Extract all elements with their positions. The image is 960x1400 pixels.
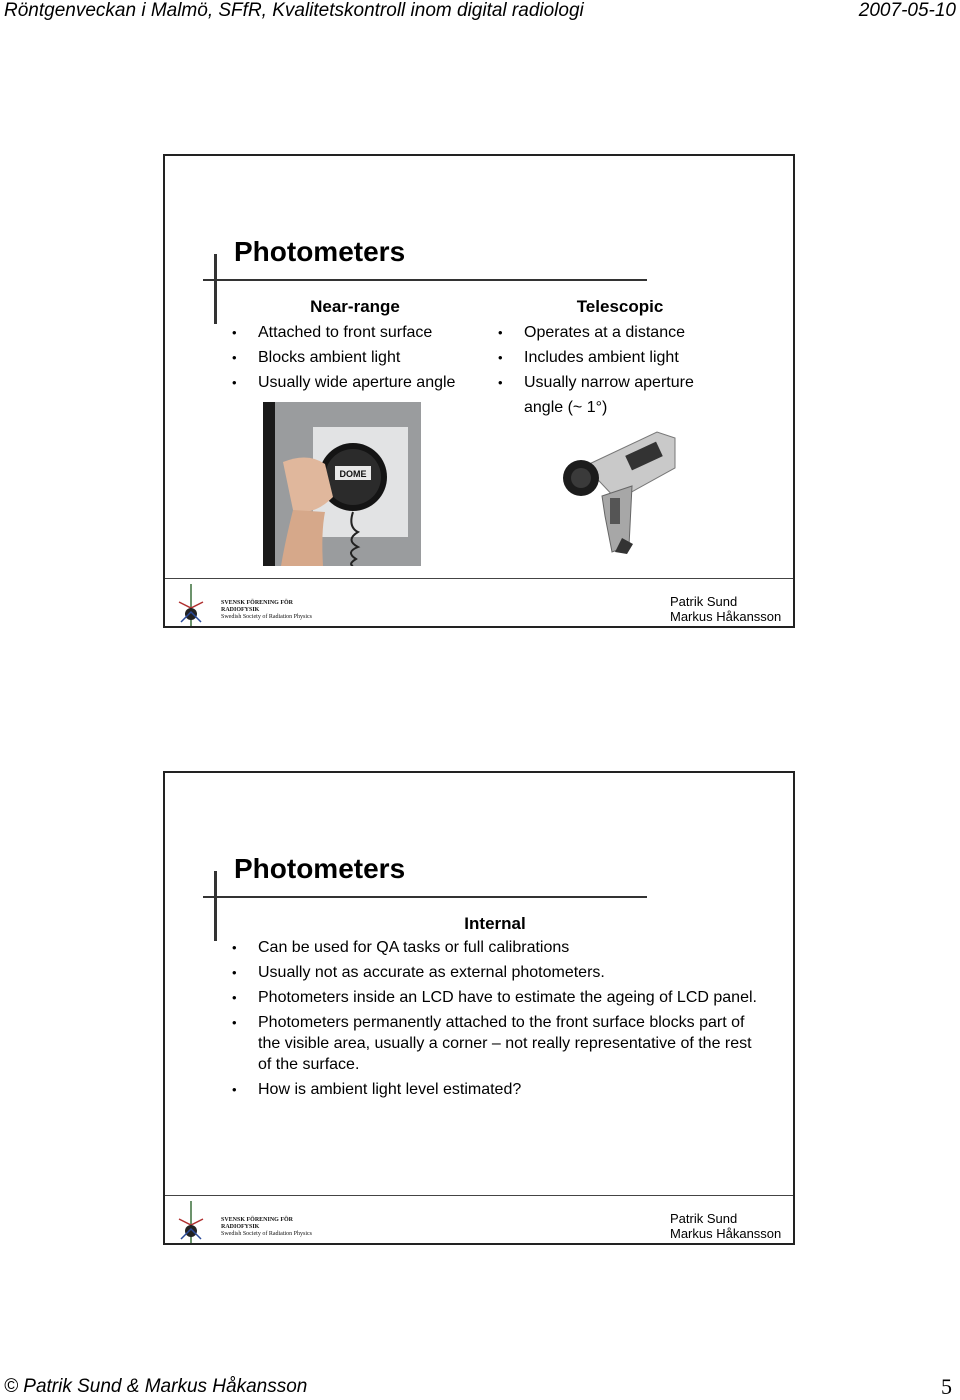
list-item: • Usually wide aperture angle xyxy=(232,374,456,391)
header-date: 2007-05-10 xyxy=(858,0,956,21)
author-2: Markus Håkansson xyxy=(670,1226,782,1241)
logo-line-1: SVENSK FÖRENING FÖR xyxy=(221,1217,294,1223)
svg-text:DOME: DOME xyxy=(339,469,367,479)
title-horizontal-rule xyxy=(203,896,647,898)
radiation-logo-icon xyxy=(175,1199,215,1245)
logo-line-3: Swedish Society of Radiation Physics xyxy=(221,1231,312,1237)
page-header xyxy=(0,0,960,24)
list-item: • How is ambient light level estimated? xyxy=(232,1081,522,1098)
slide-2 xyxy=(163,771,795,1245)
author-2: Markus Håkansson xyxy=(670,609,782,624)
telescopic-list xyxy=(498,320,713,420)
near-range-heading: Near-range xyxy=(310,297,400,316)
author-1: Patrik Sund xyxy=(670,594,738,609)
header-title: Röntgenveckan i Malmö, SFfR, Kvalitetskontroll inom digital radiologi xyxy=(4,0,584,21)
radiation-logo-icon xyxy=(175,582,215,628)
list-item: • Includes ambient light xyxy=(498,349,679,366)
slide-1 xyxy=(163,154,795,628)
sfr-logo xyxy=(175,1199,315,1245)
slide-title: Photometers xyxy=(234,853,406,884)
logo-line-2: RADIOFYSIK xyxy=(221,1224,260,1230)
list-item: • Blocks ambient light xyxy=(232,349,401,366)
internal-list xyxy=(232,937,762,1100)
page-copyright: © Patrik Sund & Markus Håkansson xyxy=(4,1376,308,1397)
list-item: • Usually narrow aperture angle (~ 1°) xyxy=(498,374,694,416)
list-item: • Can be used for QA tasks or full calibrations xyxy=(232,939,570,956)
near-range-list xyxy=(232,320,492,395)
slide-authors xyxy=(670,594,781,624)
title-vertical-rule xyxy=(214,254,217,324)
list-item: • Photometers permanently attached to the front surface blocks part of the visible area, usually a corner – not really representative of the rest of the surface. xyxy=(232,1014,752,1073)
near-range-photometer-image xyxy=(263,402,421,566)
internal-heading: Internal xyxy=(464,914,526,933)
list-item: • Usually not as accurate as external photometers. xyxy=(232,964,605,981)
list-item: • Attached to front surface xyxy=(232,324,433,341)
slide-footer-rule xyxy=(165,1195,793,1196)
title-horizontal-rule xyxy=(203,279,647,281)
logo-line-3: Swedish Society of Radiation Physics xyxy=(221,614,312,620)
sfr-logo xyxy=(175,582,315,628)
author-1: Patrik Sund xyxy=(670,1211,738,1226)
telescopic-heading: Telescopic xyxy=(576,297,664,316)
title-vertical-rule xyxy=(214,871,217,941)
logo-line-2: RADIOFYSIK xyxy=(221,607,260,613)
list-item: • Photometers inside an LCD have to estimate the ageing of LCD panel. xyxy=(232,989,757,1006)
logo-line-1: SVENSK FÖRENING FÖR xyxy=(221,600,294,606)
list-item: • Operates at a distance xyxy=(498,324,685,341)
slide-authors xyxy=(670,1211,781,1241)
telescopic-photometer-image xyxy=(557,428,687,562)
page-number: 5 xyxy=(941,1374,952,1399)
slide-title: Photometers xyxy=(234,236,406,267)
slide-footer-rule xyxy=(165,578,793,579)
